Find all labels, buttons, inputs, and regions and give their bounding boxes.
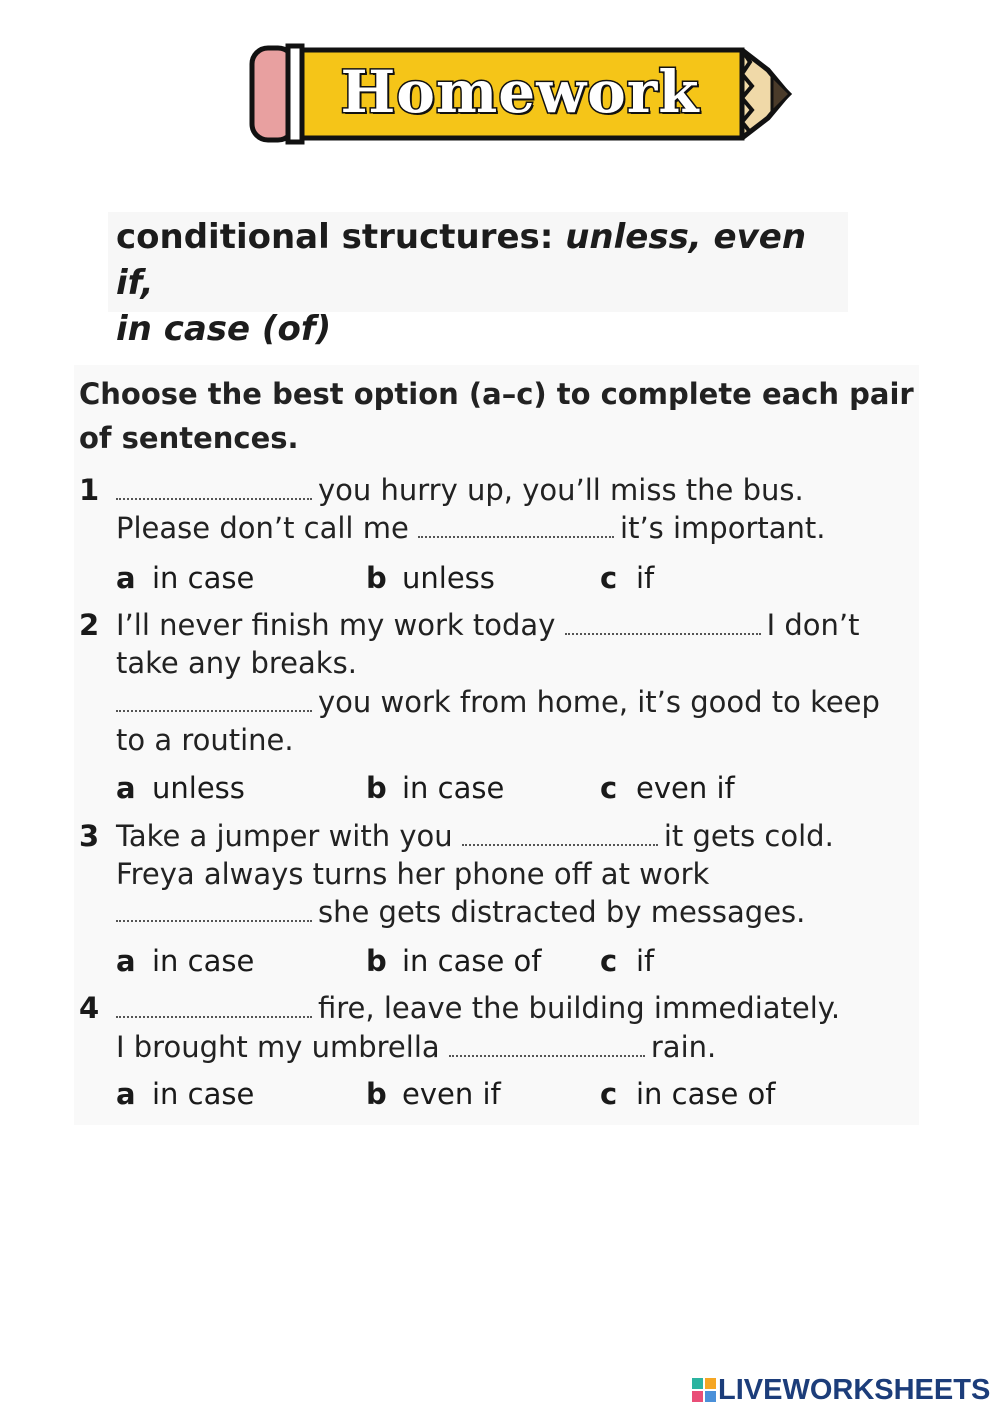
option-b[interactable]: b in case of [366,944,542,978]
footer-brand[interactable] [692,1372,990,1408]
banner-title: Homework [340,58,700,126]
sentence-line: Please don’t call me it’s important. [116,511,826,545]
option-a[interactable]: a unless [116,771,245,805]
topic-heading [116,214,836,352]
sentence-line: I’ll never finish my work today I don’t [116,608,860,642]
question-number: 4 [79,991,100,1025]
sentence-line: Take a jumper with you it gets cold. [116,819,834,853]
answer-blank[interactable] [116,686,312,712]
question-number: 1 [79,473,100,507]
option-b[interactable]: b in case [366,771,505,805]
sentence-line: you work from home, it’s good to keep [116,683,880,721]
question-number: 2 [79,608,100,642]
sentence-line: to a routine. [116,723,294,757]
option-c[interactable]: c in case of [600,1077,776,1111]
instruction-line2: of sentences. [79,421,299,455]
option-b[interactable]: b unless [366,561,495,595]
sentence-line: she gets distracted by messages. [116,893,805,931]
option-c[interactable]: c if [600,944,655,978]
question-number: 3 [79,819,100,853]
answer-blank[interactable] [116,992,312,1018]
option-a[interactable]: a in case [116,944,255,978]
answer-blank[interactable] [418,512,614,538]
sentence-line: Freya always turns her phone off at work [116,857,710,891]
option-a[interactable]: a in case [116,561,255,595]
sentence-line: you hurry up, you’ll miss the bus. [116,471,804,509]
sentence-line: fire, leave the building immediately. [116,989,840,1027]
sentence-line: take any breaks. [116,646,357,680]
instruction-line1: Choose the best option (a–c) to complete each pair [79,377,914,411]
liveworksheets-logo-icon [692,1378,716,1402]
option-c[interactable]: c if [600,561,655,595]
topic-italic-line2: in case (of) [116,309,332,349]
answer-blank[interactable] [462,820,658,846]
answer-blank[interactable] [565,609,761,635]
sentence-line: I brought my umbrella rain. [116,1030,717,1064]
option-b[interactable]: b even if [366,1077,501,1111]
answer-blank[interactable] [116,474,312,500]
topic-prefix: conditional structures: [116,217,566,257]
answer-blank[interactable] [116,896,312,922]
answer-blank[interactable] [449,1031,645,1057]
option-a[interactable]: a in case [116,1077,255,1111]
topic-italic-line1: unless, even if, [116,217,807,303]
option-c[interactable]: c even if [600,771,735,805]
brand-text: LIVEWORKSHEETS [718,1373,991,1406]
